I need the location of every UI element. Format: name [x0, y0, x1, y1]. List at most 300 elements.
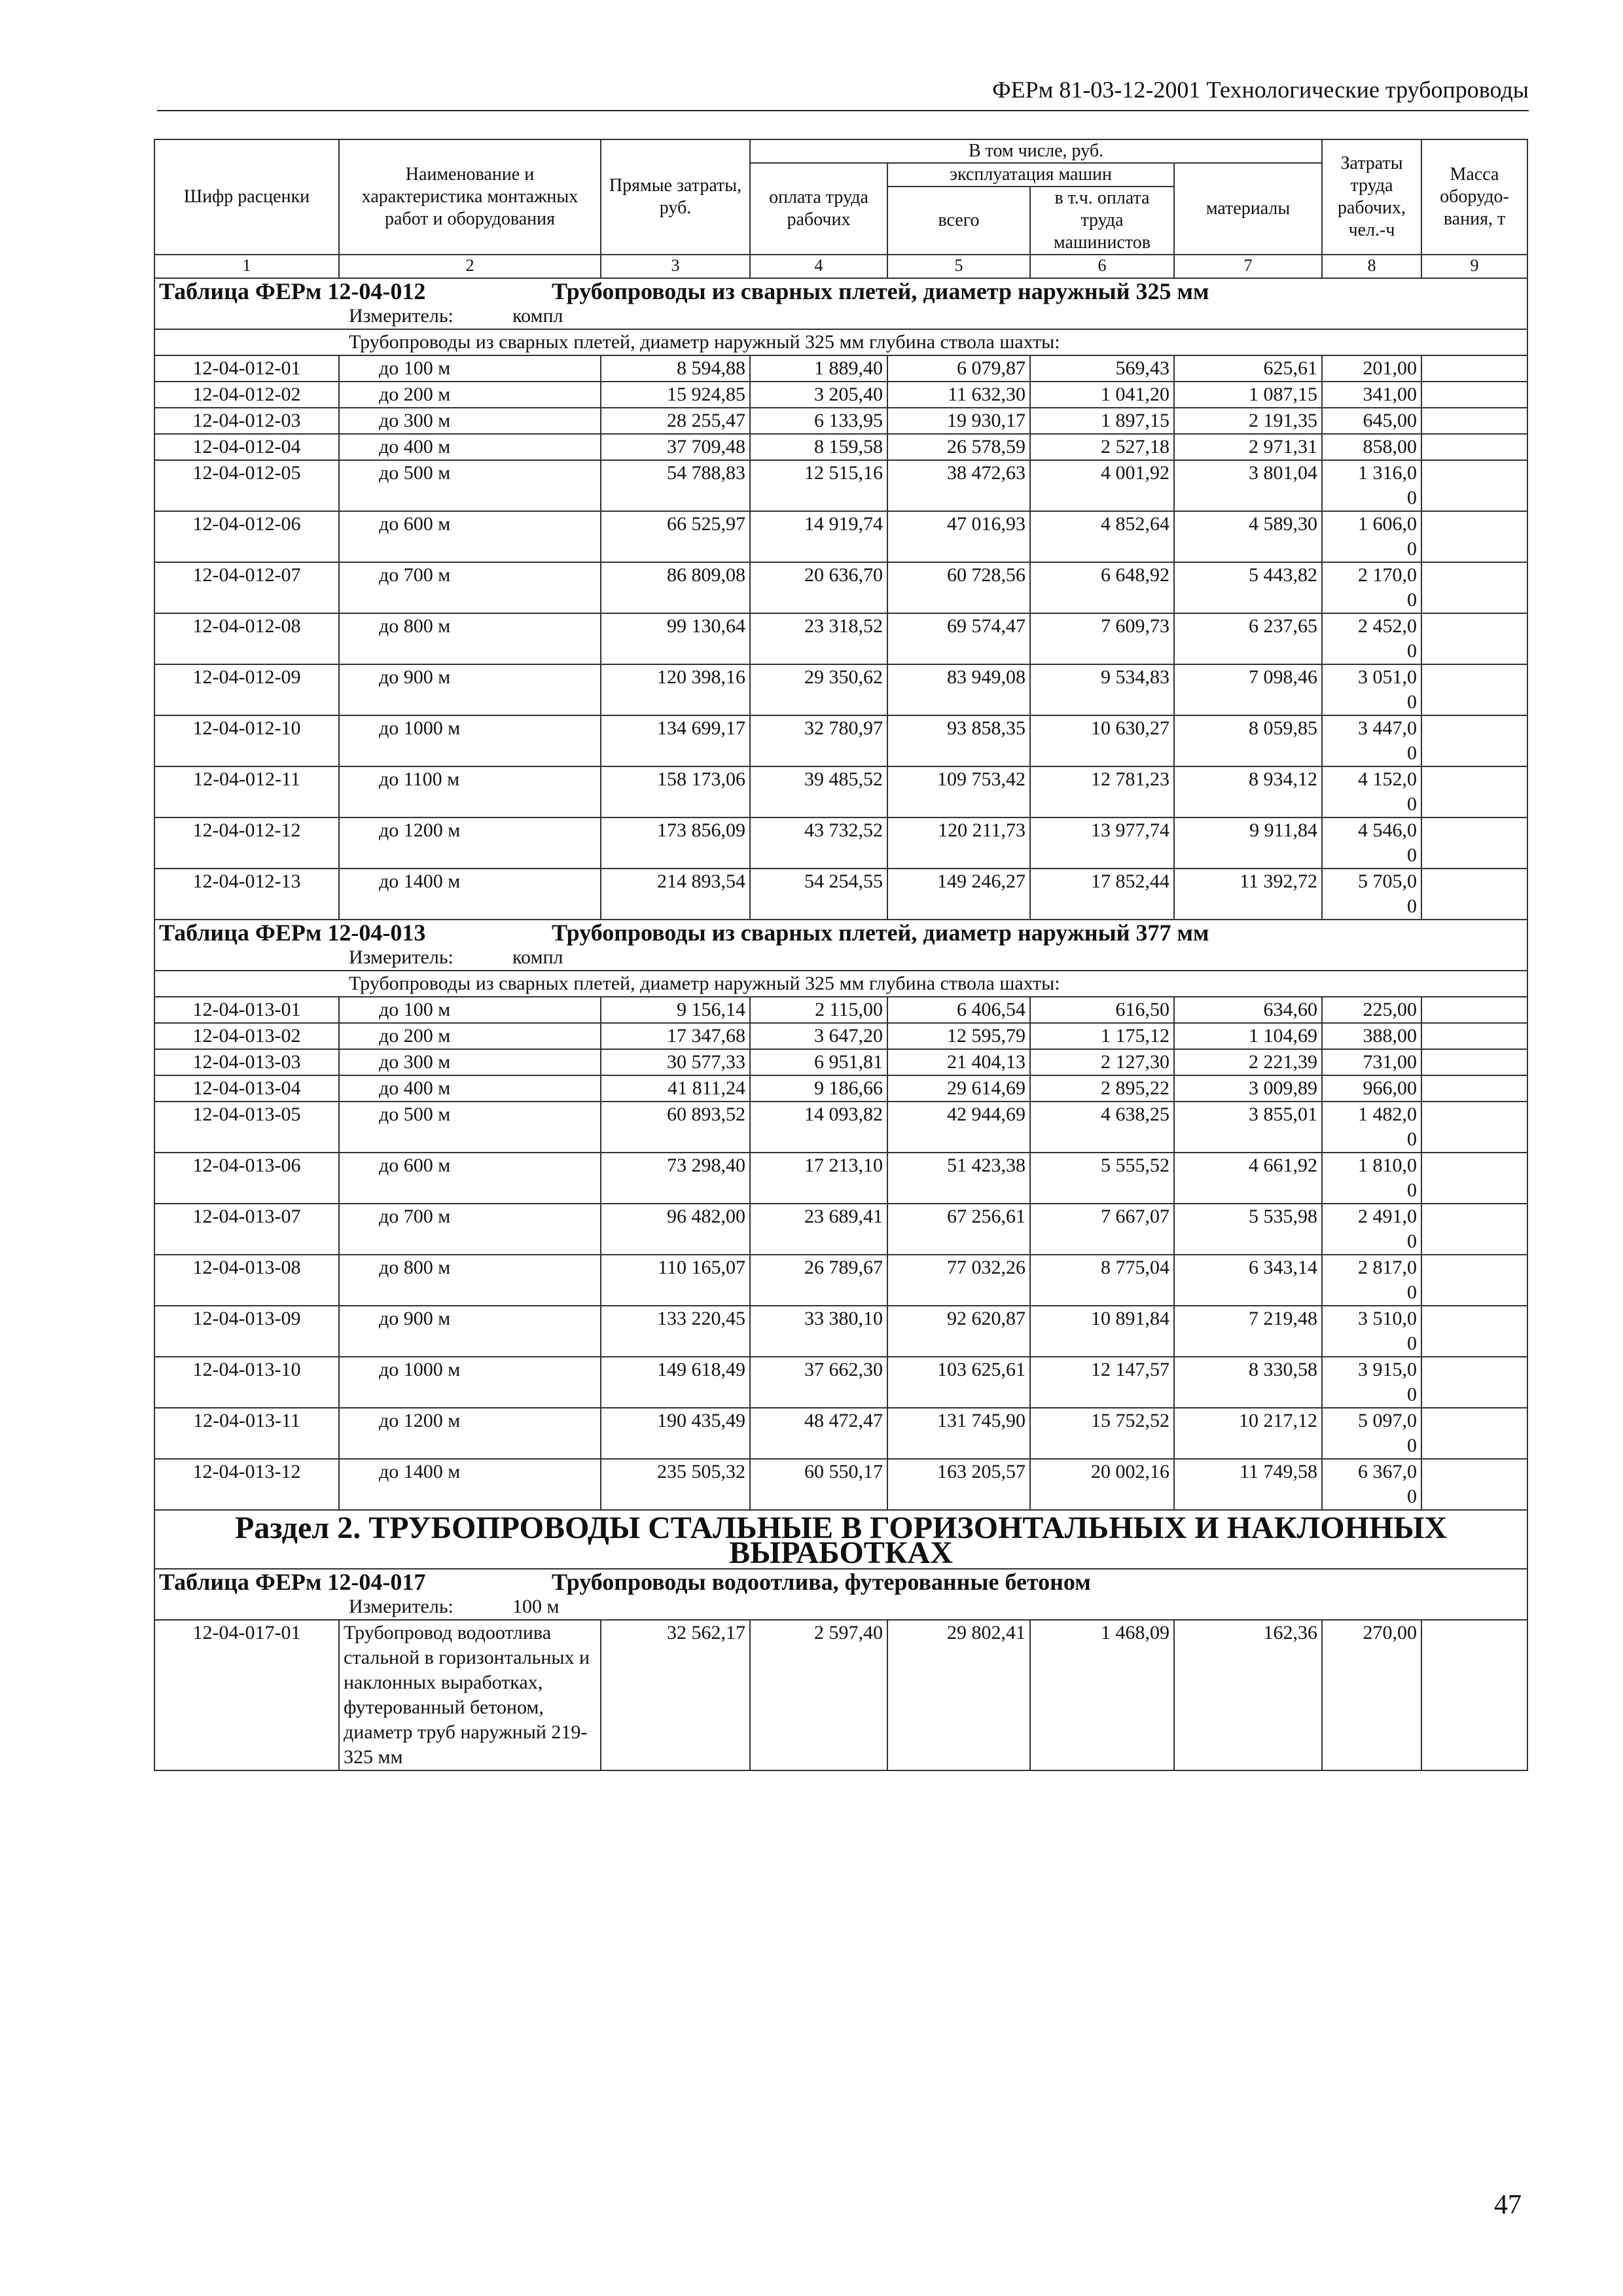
row-materials: 8 059,85	[1174, 715, 1322, 766]
row-name: до 500 м	[339, 460, 601, 511]
row-mass	[1421, 715, 1527, 766]
table-row	[154, 817, 1527, 869]
row-labor: 3 205,40	[750, 382, 887, 408]
row-operators: 15 752,52	[1030, 1408, 1174, 1459]
row-hours	[1322, 562, 1421, 613]
table-row	[154, 715, 1527, 766]
row-operators: 12 147,57	[1030, 1357, 1174, 1408]
row-labor: 17 213,10	[750, 1153, 887, 1204]
row-labor: 14 919,74	[750, 511, 887, 562]
row-code: 12-04-013-06	[154, 1153, 339, 1204]
row-machines: 21 404,13	[887, 1049, 1030, 1075]
table-row	[154, 408, 1527, 434]
row-hours-wrap: 0	[1407, 640, 1418, 662]
row-direct: 32 562,17	[601, 1620, 750, 1770]
row-labor: 43 732,52	[750, 817, 887, 869]
row-hours	[1322, 613, 1421, 664]
measure-label: Измеритель:	[349, 1596, 454, 1617]
table-row	[154, 434, 1527, 460]
col-number: 6	[1030, 255, 1174, 278]
row-materials: 3 009,89	[1174, 1075, 1322, 1102]
row-labor: 37 662,30	[750, 1357, 887, 1408]
row-code: 12-04-012-03	[154, 408, 339, 434]
row-mass	[1421, 460, 1527, 511]
row-labor: 6 951,81	[750, 1049, 887, 1075]
row-labor: 2 597,40	[750, 1620, 887, 1770]
row-name: до 200 м	[339, 1023, 601, 1049]
table-012-heading	[154, 278, 1527, 304]
row-materials: 3 855,01	[1174, 1102, 1322, 1153]
page-header: ФЕРм 81-03-12-2001 Технологические трубопроводы	[157, 69, 1529, 111]
row-direct: 173 856,09	[601, 817, 750, 869]
row-hours	[1322, 382, 1421, 408]
row-hours-value: 388,00	[1363, 1025, 1418, 1047]
row-hours-wrap: 0	[1407, 538, 1418, 560]
col-operators-header: в т.ч. оплата труда машинистов	[1030, 187, 1174, 255]
col-number: 3	[601, 255, 750, 278]
row-hours-value: 5 705,0	[1358, 870, 1418, 892]
row-name: до 100 м	[339, 355, 601, 382]
row-code: 12-04-012-09	[154, 664, 339, 715]
measure-value: компл	[512, 305, 563, 327]
row-hours-value: 6 367,0	[1358, 1461, 1418, 1482]
row-materials: 634,60	[1174, 997, 1322, 1023]
row-materials: 10 217,12	[1174, 1408, 1322, 1459]
row-name: до 1400 м	[339, 1459, 601, 1510]
row-labor: 6 133,95	[750, 408, 887, 434]
col-direct-header: Прямые затраты, руб.	[601, 139, 750, 255]
row-direct: 86 809,08	[601, 562, 750, 613]
row-hours-wrap: 0	[1407, 844, 1418, 866]
row-code: 12-04-012-10	[154, 715, 339, 766]
row-code: 12-04-013-11	[154, 1408, 339, 1459]
table-row	[154, 766, 1527, 817]
row-labor: 54 254,55	[750, 869, 887, 920]
col-number: 1	[154, 255, 339, 278]
row-operators: 616,50	[1030, 997, 1174, 1023]
table-012-subheading: Трубопроводы из сварных плетей, диаметр наружный 325 мм глубина ствола шахты:	[154, 329, 1527, 355]
row-name: до 1200 м	[339, 817, 601, 869]
row-code: 12-04-013-12	[154, 1459, 339, 1510]
row-hours-value: 3 510,0	[1358, 1308, 1418, 1329]
row-mass	[1421, 817, 1527, 869]
row-operators: 2 527,18	[1030, 434, 1174, 460]
row-machines: 131 745,90	[887, 1408, 1030, 1459]
row-direct: 235 505,32	[601, 1459, 750, 1510]
row-hours-wrap: 0	[1407, 895, 1418, 917]
col-number: 4	[750, 255, 887, 278]
row-materials: 6 343,14	[1174, 1255, 1322, 1306]
table-row	[154, 1459, 1527, 1510]
row-hours	[1322, 408, 1421, 434]
measure-label: Измеритель:	[349, 946, 454, 968]
row-mass	[1421, 766, 1527, 817]
row-hours	[1322, 1075, 1421, 1102]
row-code: 12-04-012-07	[154, 562, 339, 613]
row-materials: 2 191,35	[1174, 408, 1322, 434]
row-materials: 4 661,92	[1174, 1153, 1322, 1204]
row-operators: 6 648,92	[1030, 562, 1174, 613]
row-mass	[1421, 1153, 1527, 1204]
row-labor: 9 186,66	[750, 1075, 887, 1102]
row-materials: 7 219,48	[1174, 1306, 1322, 1357]
row-mass	[1421, 1075, 1527, 1102]
row-operators: 2 127,30	[1030, 1049, 1174, 1075]
row-name: до 400 м	[339, 1075, 601, 1102]
row-mass	[1421, 355, 1527, 382]
table-row	[154, 355, 1527, 382]
row-direct: 110 165,07	[601, 1255, 750, 1306]
row-materials: 1 104,69	[1174, 1023, 1322, 1049]
table-013-title: Трубопроводы из сварных плетей, диаметр наружный 377 мм	[552, 920, 1209, 946]
row-mass	[1421, 562, 1527, 613]
col-number: 8	[1322, 255, 1421, 278]
row-machines: 163 205,57	[887, 1459, 1030, 1510]
row-operators: 7 667,07	[1030, 1204, 1174, 1255]
col-materials-header: материалы	[1174, 163, 1322, 255]
row-hours: 270,00	[1322, 1620, 1421, 1770]
table-017-heading	[154, 1569, 1527, 1594]
row-hours-value: 645,00	[1363, 410, 1418, 431]
row-hours-value: 4 152,0	[1358, 768, 1418, 790]
table-012-code: Таблица ФЕРм 12-04-012	[159, 278, 426, 304]
row-hours	[1322, 1023, 1421, 1049]
col-number: 2	[339, 255, 601, 278]
row-code: 12-04-012-11	[154, 766, 339, 817]
row-hours-wrap: 0	[1407, 589, 1418, 611]
measure-value: компл	[512, 946, 563, 968]
table-row	[154, 460, 1527, 511]
row-machines: 12 595,79	[887, 1023, 1030, 1049]
row-mass	[1421, 1102, 1527, 1153]
row-name: до 700 м	[339, 1204, 601, 1255]
row-hours	[1322, 1306, 1421, 1357]
col-group-header: В том числе, руб.	[750, 139, 1322, 163]
row-code: 12-04-012-04	[154, 434, 339, 460]
row-name: до 300 м	[339, 1049, 601, 1075]
col-machines-group-header: эксплуатация машин	[887, 163, 1174, 187]
row-hours	[1322, 1357, 1421, 1408]
row-machines: 42 944,69	[887, 1102, 1030, 1153]
row-labor: 1 889,40	[750, 355, 887, 382]
row-operators: 10 630,27	[1030, 715, 1174, 766]
row-hours-value: 731,00	[1363, 1051, 1418, 1073]
row-code: 12-04-012-01	[154, 355, 339, 382]
row-name: до 100 м	[339, 997, 601, 1023]
row-operators: 9 534,83	[1030, 664, 1174, 715]
row-hours-value: 2 491,0	[1358, 1206, 1418, 1227]
row-mass	[1421, 408, 1527, 434]
row-hours-wrap: 0	[1407, 742, 1418, 764]
row-direct: 134 699,17	[601, 715, 750, 766]
row-code: 12-04-013-07	[154, 1204, 339, 1255]
row-labor: 3 647,20	[750, 1023, 887, 1049]
row-mass	[1421, 997, 1527, 1023]
row-hours-value: 201,00	[1363, 357, 1418, 379]
row-operators: 2 895,22	[1030, 1075, 1174, 1102]
row-materials: 625,61	[1174, 355, 1322, 382]
table-row	[154, 997, 1527, 1023]
section-title: Раздел 2. ТРУБОПРОВОДЫ СТАЛЬНЫЕ В ГОРИЗОНТАЛЬНЫХ И НАКЛОННЫХ ВЫРАБОТКАХ	[154, 1510, 1527, 1569]
row-direct: 190 435,49	[601, 1408, 750, 1459]
col-hours-header: Затраты труда рабочих, чел.-ч	[1322, 139, 1421, 255]
table-row	[154, 869, 1527, 920]
col-machines-header: всего	[887, 187, 1030, 255]
row-labor: 48 472,47	[750, 1408, 887, 1459]
row-hours	[1322, 766, 1421, 817]
row-code: 12-04-013-09	[154, 1306, 339, 1357]
row-machines: 83 949,08	[887, 664, 1030, 715]
row-machines: 38 472,63	[887, 460, 1030, 511]
row-direct: 149 618,49	[601, 1357, 750, 1408]
row-hours-value: 858,00	[1363, 436, 1418, 457]
row-hours-value: 225,00	[1363, 999, 1418, 1020]
row-materials: 3 801,04	[1174, 460, 1322, 511]
row-name: до 900 м	[339, 1306, 601, 1357]
row-name: до 1200 м	[339, 1408, 601, 1459]
row-operators: 12 781,23	[1030, 766, 1174, 817]
table-row	[154, 1153, 1527, 1204]
row-machines: 29 802,41	[887, 1620, 1030, 1770]
table-row	[154, 1357, 1527, 1408]
row-direct: 8 594,88	[601, 355, 750, 382]
row-materials: 2 221,39	[1174, 1049, 1322, 1075]
row-materials: 8 330,58	[1174, 1357, 1322, 1408]
row-code: 12-04-012-13	[154, 869, 339, 920]
row-operators: 1 897,15	[1030, 408, 1174, 434]
row-machines: 92 620,87	[887, 1306, 1030, 1357]
row-labor: 23 318,52	[750, 613, 887, 664]
row-machines: 6 406,54	[887, 997, 1030, 1023]
measure-label: Измеритель:	[349, 305, 454, 327]
row-materials: 11 392,72	[1174, 869, 1322, 920]
row-name: Трубопровод водоотлива стальной в горизонтальных и наклонных выработках, футерованный бетоном, диаметр труб наружный 219-325 мм	[339, 1620, 601, 1770]
row-hours-value: 1 810,0	[1358, 1155, 1418, 1176]
table-row	[154, 1620, 1527, 1770]
row-machines: 109 753,42	[887, 766, 1030, 817]
row-direct: 99 130,64	[601, 613, 750, 664]
row-mass	[1421, 434, 1527, 460]
row-materials: 5 535,98	[1174, 1204, 1322, 1255]
table-012-body	[154, 278, 1527, 355]
row-hours-wrap: 0	[1407, 793, 1418, 815]
section-2-body	[154, 1510, 1527, 1770]
row-hours-wrap: 0	[1407, 1333, 1418, 1354]
row-hours-value: 2 817,0	[1358, 1257, 1418, 1278]
row-materials: 162,36	[1174, 1620, 1322, 1770]
row-mass	[1421, 869, 1527, 920]
row-mass	[1421, 1620, 1527, 1770]
row-direct: 28 255,47	[601, 408, 750, 434]
row-mass	[1421, 664, 1527, 715]
row-machines: 77 032,26	[887, 1255, 1030, 1306]
row-labor: 32 780,97	[750, 715, 887, 766]
row-operators: 4 001,92	[1030, 460, 1174, 511]
row-labor: 20 636,70	[750, 562, 887, 613]
row-hours-wrap: 0	[1407, 1435, 1418, 1456]
row-code: 12-04-012-08	[154, 613, 339, 664]
row-hours-wrap: 0	[1407, 1486, 1418, 1507]
row-hours-wrap: 0	[1407, 1179, 1418, 1201]
row-labor: 2 115,00	[750, 997, 887, 1023]
row-operators: 7 609,73	[1030, 613, 1174, 664]
row-hours	[1322, 664, 1421, 715]
row-hours-value: 1 316,0	[1358, 462, 1418, 484]
rates-table	[154, 139, 1528, 1771]
col-number: 7	[1174, 255, 1322, 278]
row-hours-value: 3 447,0	[1358, 717, 1418, 739]
row-hours-value: 4 546,0	[1358, 819, 1418, 841]
table-row	[154, 1075, 1527, 1102]
row-name: до 900 м	[339, 664, 601, 715]
table-013-rows	[154, 997, 1527, 1510]
row-hours	[1322, 715, 1421, 766]
row-materials: 11 749,58	[1174, 1459, 1322, 1510]
row-direct: 17 347,68	[601, 1023, 750, 1049]
table-013-code: Таблица ФЕРм 12-04-013	[159, 920, 426, 946]
row-hours-value: 966,00	[1363, 1077, 1418, 1099]
row-mass	[1421, 1408, 1527, 1459]
row-hours	[1322, 1153, 1421, 1204]
row-labor: 14 093,82	[750, 1102, 887, 1153]
row-mass	[1421, 1459, 1527, 1510]
row-mass	[1421, 613, 1527, 664]
row-direct: 73 298,40	[601, 1153, 750, 1204]
row-materials: 6 237,65	[1174, 613, 1322, 664]
table-017-title: Трубопроводы водоотлива, футерованные бетоном	[552, 1569, 1091, 1595]
table-row	[154, 1023, 1527, 1049]
row-hours	[1322, 1255, 1421, 1306]
table-row	[154, 613, 1527, 664]
row-name: до 800 м	[339, 613, 601, 664]
row-operators: 17 852,44	[1030, 869, 1174, 920]
row-hours	[1322, 1459, 1421, 1510]
row-name: до 1000 м	[339, 1357, 601, 1408]
row-hours	[1322, 434, 1421, 460]
page-number: 47	[1494, 2190, 1522, 2220]
row-labor: 60 550,17	[750, 1459, 887, 1510]
row-machines: 149 246,27	[887, 869, 1030, 920]
row-mass	[1421, 511, 1527, 562]
row-machines: 6 079,87	[887, 355, 1030, 382]
row-materials: 1 087,15	[1174, 382, 1322, 408]
row-materials: 2 971,31	[1174, 434, 1322, 460]
row-hours-value: 3 051,0	[1358, 666, 1418, 688]
row-machines: 69 574,47	[887, 613, 1030, 664]
row-hours-value: 1 482,0	[1358, 1103, 1418, 1125]
row-operators: 4 638,25	[1030, 1102, 1174, 1153]
col-mass-header: Масса оборудо-вания, т	[1421, 139, 1527, 255]
table-013-measure	[154, 945, 1527, 971]
row-machines: 103 625,61	[887, 1357, 1030, 1408]
table-012-title: Трубопроводы из сварных плетей, диаметр наружный 325 мм	[552, 278, 1209, 304]
measure-value: 100 м	[512, 1596, 560, 1617]
table-row	[154, 1049, 1527, 1075]
row-direct: 30 577,33	[601, 1049, 750, 1075]
table-row	[154, 1306, 1527, 1357]
row-name: до 600 м	[339, 1153, 601, 1204]
row-name: до 500 м	[339, 1102, 601, 1153]
row-mass	[1421, 1049, 1527, 1075]
row-code: 12-04-017-01	[154, 1620, 339, 1770]
row-machines: 93 858,35	[887, 715, 1030, 766]
row-hours	[1322, 1408, 1421, 1459]
row-direct: 41 811,24	[601, 1075, 750, 1102]
row-hours	[1322, 460, 1421, 511]
row-machines: 19 930,17	[887, 408, 1030, 434]
row-mass	[1421, 1255, 1527, 1306]
row-hours-value: 5 097,0	[1358, 1410, 1418, 1431]
row-name: до 400 м	[339, 434, 601, 460]
row-operators: 1 175,12	[1030, 1023, 1174, 1049]
row-labor: 8 159,58	[750, 434, 887, 460]
row-machines: 120 211,73	[887, 817, 1030, 869]
col-number: 5	[887, 255, 1030, 278]
row-hours	[1322, 869, 1421, 920]
row-machines: 67 256,61	[887, 1204, 1030, 1255]
col-code-header: Шифр расценки	[154, 139, 339, 255]
row-direct: 37 709,48	[601, 434, 750, 460]
row-operators: 20 002,16	[1030, 1459, 1174, 1510]
row-hours	[1322, 355, 1421, 382]
table-017-measure	[154, 1594, 1527, 1620]
table-row	[154, 1408, 1527, 1459]
row-hours-wrap: 0	[1407, 487, 1418, 509]
row-code: 12-04-013-05	[154, 1102, 339, 1153]
row-hours	[1322, 997, 1421, 1023]
row-hours-wrap: 0	[1407, 691, 1418, 713]
row-operators: 1 468,09	[1030, 1620, 1174, 1770]
row-code: 12-04-013-04	[154, 1075, 339, 1102]
col-labor-header: оплата труда рабочих	[750, 163, 887, 255]
row-hours	[1322, 511, 1421, 562]
row-mass	[1421, 382, 1527, 408]
row-direct: 9 156,14	[601, 997, 750, 1023]
col-name-header: Наименование и характеристика монтажных работ и оборудования	[339, 139, 601, 255]
row-hours-value: 3 915,0	[1358, 1359, 1418, 1380]
row-direct: 15 924,85	[601, 382, 750, 408]
row-labor: 23 689,41	[750, 1204, 887, 1255]
row-name: до 1000 м	[339, 715, 601, 766]
row-hours-value: 1 606,0	[1358, 513, 1418, 535]
row-operators: 4 852,64	[1030, 511, 1174, 562]
row-machines: 26 578,59	[887, 434, 1030, 460]
row-labor: 29 350,62	[750, 664, 887, 715]
row-materials: 5 443,82	[1174, 562, 1322, 613]
table-row	[154, 1255, 1527, 1306]
row-operators: 1 041,20	[1030, 382, 1174, 408]
row-code: 12-04-013-02	[154, 1023, 339, 1049]
row-labor: 12 515,16	[750, 460, 887, 511]
row-code: 12-04-013-01	[154, 997, 339, 1023]
row-materials: 4 589,30	[1174, 511, 1322, 562]
row-code: 12-04-012-05	[154, 460, 339, 511]
row-direct: 60 893,52	[601, 1102, 750, 1153]
row-direct: 96 482,00	[601, 1204, 750, 1255]
table-row	[154, 511, 1527, 562]
row-mass	[1421, 1357, 1527, 1408]
table-row	[154, 1204, 1527, 1255]
row-code: 12-04-013-10	[154, 1357, 339, 1408]
table-row	[154, 382, 1527, 408]
row-materials: 8 934,12	[1174, 766, 1322, 817]
row-mass	[1421, 1204, 1527, 1255]
row-hours-wrap: 0	[1407, 1384, 1418, 1405]
row-materials: 9 911,84	[1174, 817, 1322, 869]
table-row	[154, 1102, 1527, 1153]
row-hours-value: 2 452,0	[1358, 615, 1418, 637]
row-mass	[1421, 1023, 1527, 1049]
